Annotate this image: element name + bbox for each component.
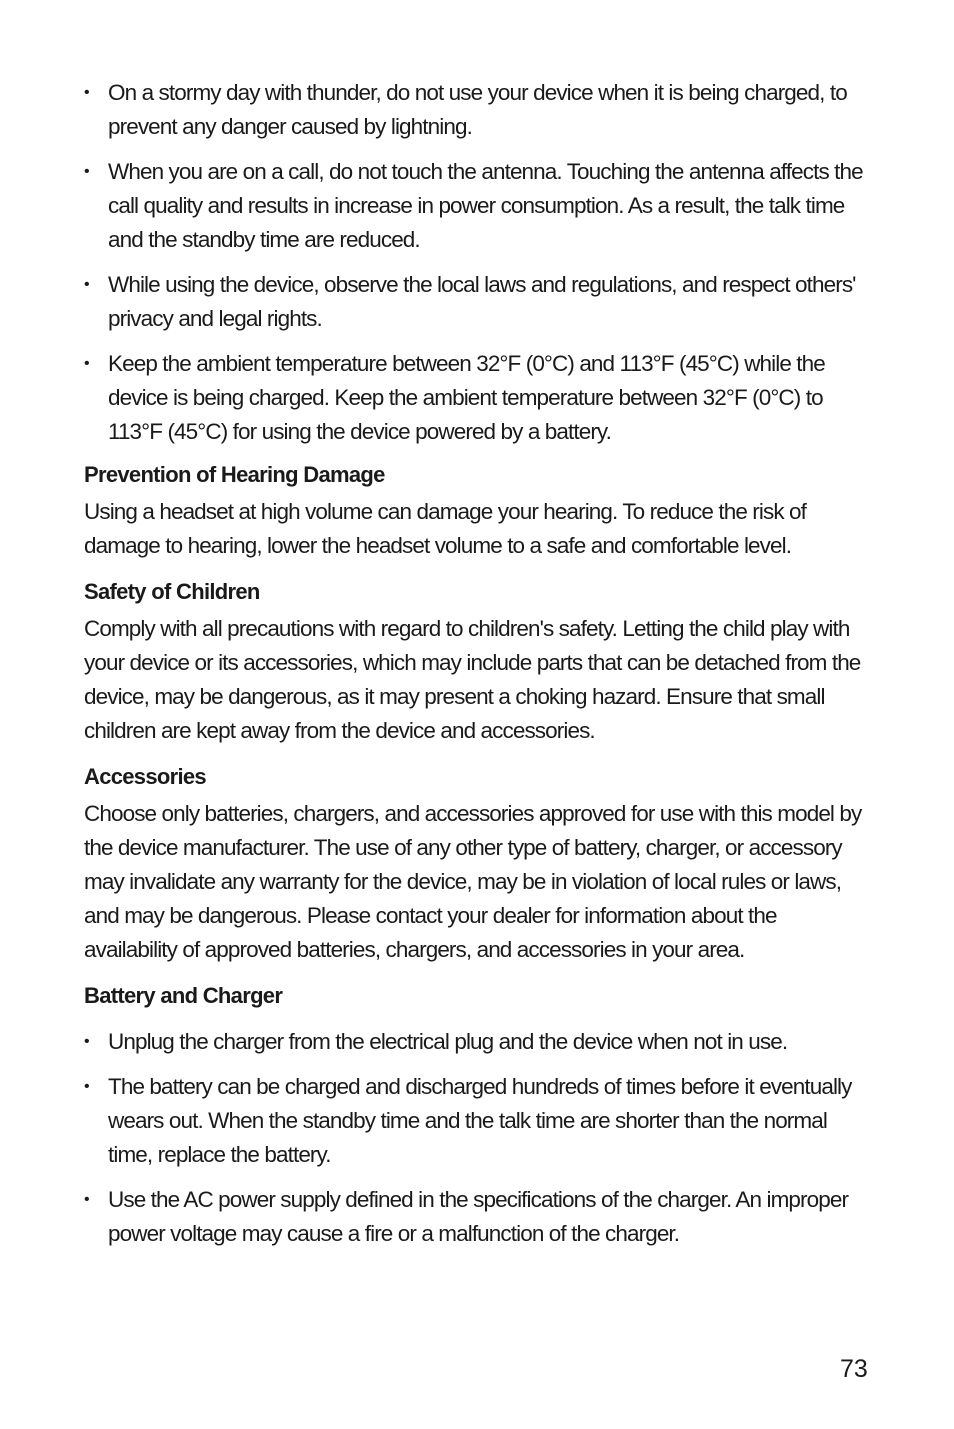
list-item-text: When you are on a call, do not touch the antenna. Touching the antenna affects the call quality and results in increase in power consumption. As a result, the talk time and the standby time are reduced. bbox=[108, 159, 863, 252]
list-item-text: The battery can be charged and discharged hundreds of times before it eventually wears out. When the standby time and the talk time are shorter than the normal time, replace the battery. bbox=[108, 1074, 852, 1167]
section-body-accessories: Choose only batteries, chargers, and accessories approved for use with this model by the device manufacturer. The use of any other type of battery, charger, or accessory may invalidate any warranty for the device, may be in violation of local rules or laws, and may be dangerous. Please contact your dealer for information about the availability of approved batteries, chargers, and accessories in your area. bbox=[84, 801, 862, 962]
bullet-icon: • bbox=[84, 163, 89, 180]
list-item bbox=[84, 268, 874, 336]
section-heading-accessories: Accessories bbox=[84, 764, 206, 789]
bullet-icon: • bbox=[84, 355, 89, 372]
list-item bbox=[84, 76, 874, 144]
bullet-icon: • bbox=[84, 1078, 89, 1095]
page-number: 73 bbox=[840, 1355, 868, 1383]
section-heading-hearing: Prevention of Hearing Damage bbox=[84, 462, 385, 487]
section-heading-children: Safety of Children bbox=[84, 579, 260, 604]
list-item-text: Use the AC power supply defined in the specifications of the charger. An improper power voltage may cause a fire or a malfunction of the charger. bbox=[108, 1187, 849, 1246]
list-item-text: On a stormy day with thunder, do not use your device when it is being charged, to prevent any danger caused by lightning. bbox=[108, 80, 847, 139]
list-item bbox=[84, 1025, 874, 1059]
safety-bullet-list bbox=[84, 76, 874, 449]
section-heading-battery: Battery and Charger bbox=[84, 983, 283, 1008]
list-item bbox=[84, 155, 874, 257]
section-body-children: Comply with all precautions with regard to children's safety. Letting the child play with your device or its accessories, which may include parts that can be detached from the device, may be dangerous, as it may present a choking hazard. Ensure that small children are kept away from the device and accessories. bbox=[84, 616, 861, 743]
list-item bbox=[84, 347, 874, 449]
bullet-icon: • bbox=[84, 276, 89, 293]
list-item bbox=[84, 1070, 874, 1172]
list-item-text: Keep the ambient temperature between 32°F (0°C) and 113°F (45°C) while the device is being charged. Keep the ambient temperature between 32°F (0°C) to 113°F (45°C) for using the device powered by a battery. bbox=[108, 351, 825, 444]
list-item-text: While using the device, observe the local laws and regulations, and respect others' privacy and legal rights. bbox=[108, 272, 856, 331]
bullet-icon: • bbox=[84, 84, 89, 101]
list-item bbox=[84, 1183, 874, 1251]
list-item-text: Unplug the charger from the electrical plug and the device when not in use. bbox=[108, 1029, 788, 1054]
battery-bullet-list bbox=[84, 1025, 874, 1251]
document-page bbox=[84, 76, 874, 1262]
bullet-icon: • bbox=[84, 1191, 89, 1208]
section-body-hearing: Using a headset at high volume can damage your hearing. To reduce the risk of damage to hearing, lower the headset volume to a safe and comfortable level. bbox=[84, 499, 807, 558]
bullet-icon: • bbox=[84, 1033, 89, 1050]
